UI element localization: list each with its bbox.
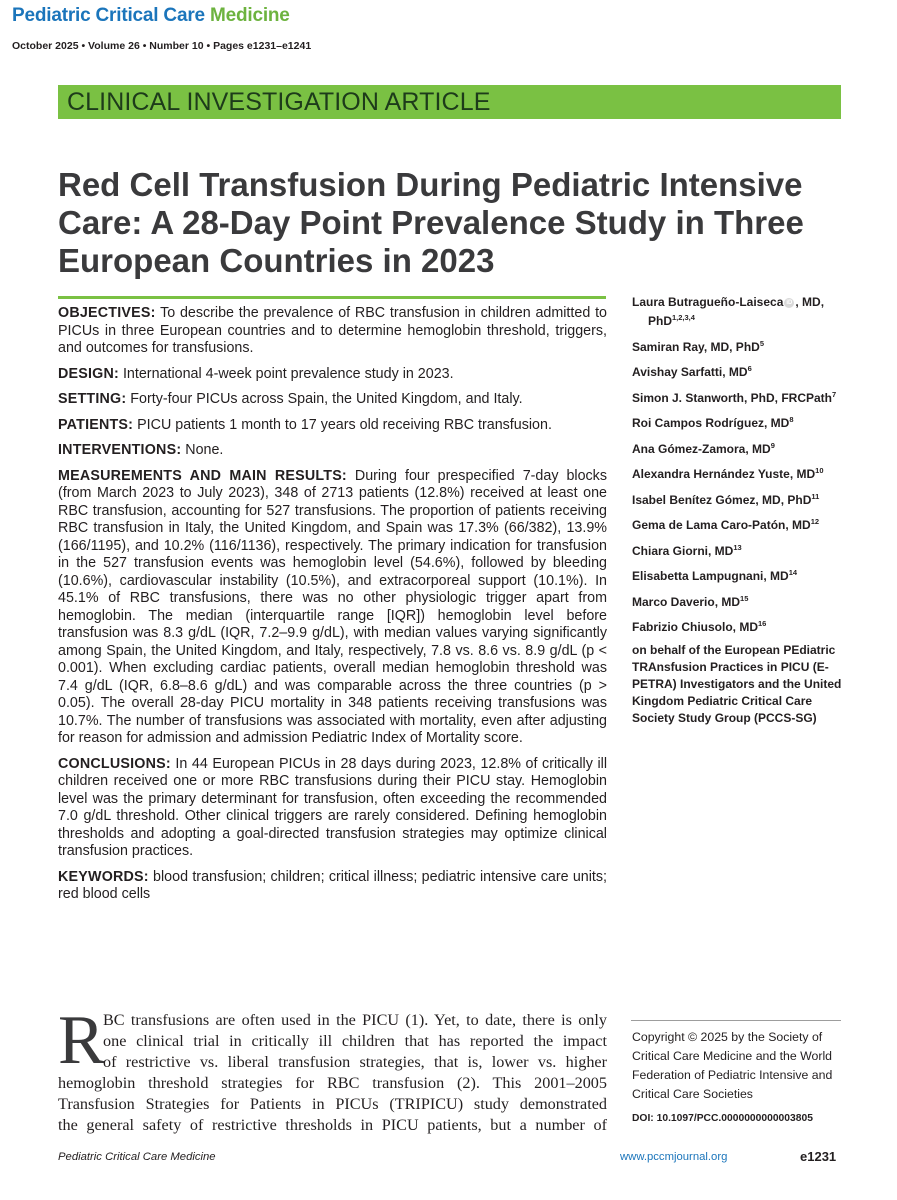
abstract-section bbox=[58, 442, 607, 460]
page-number: e1231 bbox=[800, 1149, 837, 1164]
section-label: INTERVENTIONS: bbox=[58, 442, 182, 458]
text-line: BC transfusions are often used in the PICU (1). Yet, to date, there is only bbox=[103, 1011, 607, 1029]
drop-cap: R bbox=[58, 1002, 105, 1079]
copyright-divider bbox=[631, 1020, 841, 1021]
abstract-section bbox=[58, 869, 607, 904]
text-line: the general safety of restrictive thresholds in PICU patients, but a number of bbox=[58, 1116, 607, 1134]
author: Alexandra Hernández Yuste, MD$^{10}$ bbox=[632, 466, 824, 481]
section-label: DESIGN: bbox=[58, 365, 119, 382]
section-text: To describe the prevalence of RBC transfusion in children admitted to PICUs in three European countries and to determine hemoglobin threshold, triggers, and outcomes for transfusions. bbox=[58, 305, 607, 356]
section-text: International 4-week point prevalence study in 2023. bbox=[118, 365, 454, 382]
footer-url-link[interactable]: www.pccmjournal.org bbox=[620, 1151, 728, 1163]
section-text: In 44 European PICUs in 28 days during 2023, 12.8% of critically ill children received one or more RBC transfusions during their PICU stay. Hemoglobin level was the primary determinant for transfusion, often exceeding the recommended 7.0 g/dL threshold. Other clinical triggers are rarely considered. Defining hemoglobin thresholds and adopting a goal-directed transfusion strategies may optimize clinical transfusion practices. bbox=[58, 755, 607, 859]
doi bbox=[632, 1113, 813, 1124]
abstract-section bbox=[58, 305, 607, 358]
text-line: of restrictive vs. liberal transfusion strategies, that is, lower vs. higher bbox=[103, 1053, 607, 1071]
author: Laura Butragueño-Laiseca iD , MD, PhD$^{1,2,3,4}$ bbox=[632, 295, 825, 328]
journal-title-part2: Medicine bbox=[209, 5, 290, 26]
article-title: Red Cell Transfusion During Pediatric Intensive Care: A 28-Day Point Prevalence Study in Three European Countries in 2023 bbox=[58, 166, 804, 279]
abstract bbox=[58, 305, 607, 912]
doi-link[interactable]: 10.1097/PCC.0000000000003805 bbox=[656, 1113, 813, 1124]
author: Simon J. Stanworth, PhD, FRCPath$^7$ bbox=[632, 389, 837, 405]
section-label: KEYWORDS: bbox=[58, 868, 149, 885]
author: Elisabetta Lampugnani, MD$^{14}$ bbox=[632, 568, 798, 583]
footer-journal-name: Pediatric Critical Care Medicine bbox=[58, 1151, 216, 1163]
abstract-divider bbox=[58, 296, 606, 299]
on-behalf-of: on behalf of the European PEdiatric TRAnsfusion Practices in PICU (E-PETRA) Investigators and the United Kingdom Pediatric Critical Care Society Study Group (PCCS-SG) bbox=[632, 642, 842, 725]
text-line: one clinical trial in critically ill children that has reported the impact bbox=[103, 1032, 607, 1050]
journal-title bbox=[12, 5, 290, 27]
orcid-icon[interactable]: iD bbox=[786, 300, 793, 306]
author: Ana Gómez-Zamora, $MD^9$ bbox=[632, 440, 775, 456]
section-label: MEASUREMENTS AND MAIN RESULTS: bbox=[58, 467, 347, 484]
introduction-text bbox=[58, 1002, 607, 1136]
doi-label: DOI: bbox=[632, 1113, 657, 1124]
author-list bbox=[632, 294, 847, 733]
section-text: During four prespecified 7-day blocks (from March 2023 to July 2023), 348 of 2713 patients (12.8%) received at least one RBC transfusion, accounting for 527 transfusions. The proportion of patients receiving RBC transfusion in Italy, the United Kingdom, and Spain was 17.3% (66/382), 13.9% (166/1195), and 10.2% (116/1136), respectively. The primary indication for transfusion in the 527 transfusion events was hemoglobin level (54.6%), followed by bleeding (10.6%), cardiovascular instability (10.5%), and extracorporeal support (10.1%). In 45.1% of RBC transfusions, there was no other physiologic trigger apart from hemoglobin. The median (interquartile range [IQR]) hemoglobin level before transfusion was 8.3 g/dL (IQR, 7.2–9.9 g/dL), with median values varying significantly among Spain, the United Kingdom, and Italy, respectively, 7.8 vs. 8.6 vs. 8.9 g/dL (p < 0.001). When excluding cardiac patients, overall median hemoglobin threshold was 7.4 g/dL (IQR, 6.8–8.6 g/dL) and was comparable across the three countries (p > 0.05). The overall 28-day PICU mortality in 348 patients receiving transfusions was 10.7%. The number of transfusions was associated with mortality, even after adjusting for reason for admission and admission Pediatric Index of Mortality score. bbox=[58, 467, 607, 746]
section-label: PATIENTS: bbox=[58, 416, 134, 433]
section-text: None. bbox=[181, 442, 224, 458]
abstract-section bbox=[58, 366, 607, 384]
text-line: hemoglobin threshold strategies for RBC transfusion (2). This 2001–2005 bbox=[58, 1074, 607, 1092]
copyright-notice: Copyright © 2025 by the Society of Critical Care Medicine and the World Federation of Pediatric Intensive and Critical Care Societies bbox=[632, 1030, 833, 1101]
author: Roi Campos Rodríguez, $MD^8$ bbox=[632, 415, 794, 430]
section-label: CONCLUSIONS: bbox=[58, 755, 171, 772]
abstract-section bbox=[58, 391, 607, 409]
abstract-section bbox=[58, 417, 607, 435]
author: Avishay Sarfatti, $MD^6$ bbox=[632, 364, 752, 379]
section-text: Forty-four PICUs across Spain, the United Kingdom, and Italy. bbox=[126, 391, 523, 407]
abstract-section bbox=[58, 468, 607, 748]
author: Gema de Lama Caro-Patón, MD$^{12}$ bbox=[632, 517, 820, 532]
abstract-section bbox=[58, 756, 607, 861]
author: Isabel Benítez Gómez, MD, PhD$^{11}$ bbox=[632, 491, 820, 507]
issue-info: October 2025 • Volume 26 • Number 10 • Pages e1231–e1241 bbox=[12, 40, 312, 52]
article-type-banner bbox=[58, 85, 841, 119]
author: Fabrizio Chiusolo, MD$^{16}$ bbox=[632, 619, 767, 634]
section-text: PICU patients 1 month to 17 years old receiving RBC transfusion. bbox=[133, 416, 552, 433]
author: Marco Daverio, MD$^{15}$ bbox=[632, 593, 749, 609]
journal-title-part1: Pediatric Critical Care bbox=[12, 5, 210, 26]
article-type-label: CLINICAL INVESTIGATION ARTICLE bbox=[67, 88, 491, 116]
author: Samiran Ray, MD, PhD$^5$ bbox=[632, 338, 764, 354]
text-line: Transfusion Strategies for Patients in PICUs (TRIPICU) study demonstrated bbox=[58, 1095, 607, 1113]
section-text: blood transfusion; children; critical illness; pediatric intensive care units; red blood cells bbox=[58, 868, 607, 902]
section-label: OBJECTIVES: bbox=[58, 305, 156, 321]
author: Chiara Giorni, MD$^{13}$ bbox=[632, 542, 742, 558]
section-label: SETTING: bbox=[58, 391, 127, 407]
